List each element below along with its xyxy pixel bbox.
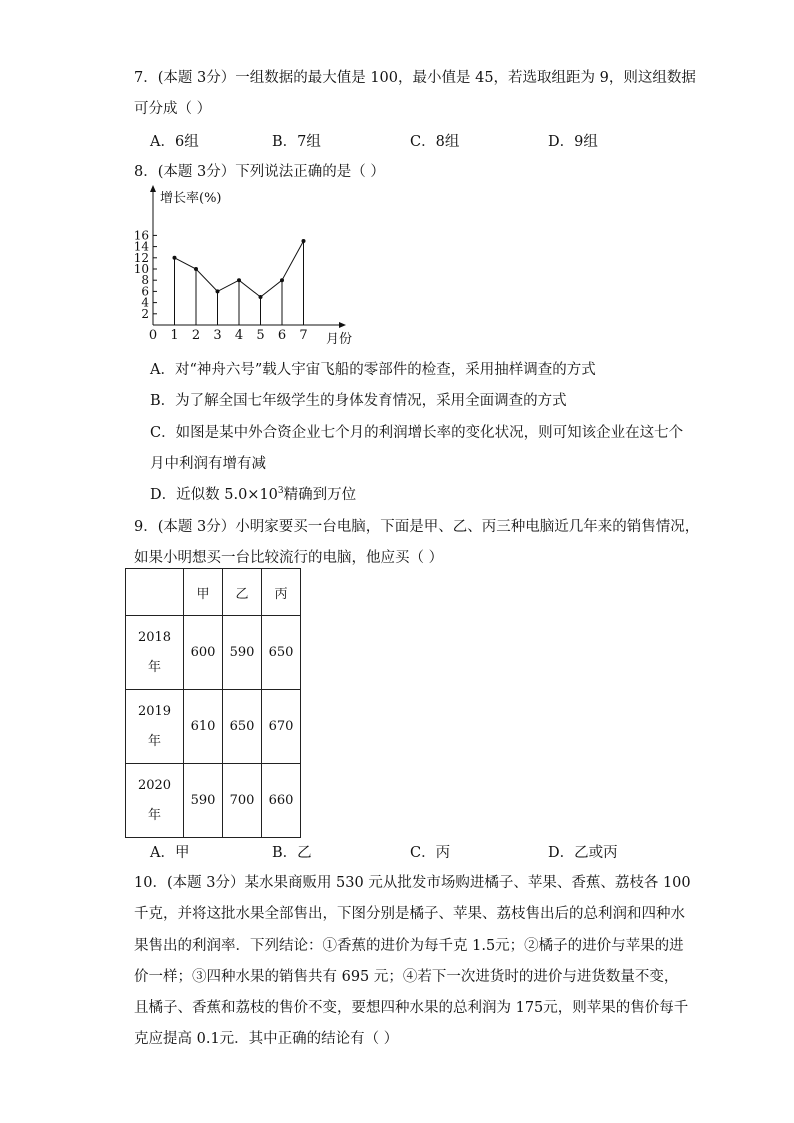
year-cell: [126, 690, 184, 764]
year-unit: 年: [147, 733, 161, 749]
q8-option-d-text: D．近似数 5.0×10: [150, 487, 278, 503]
value-cell: 660: [262, 764, 301, 838]
table-row: [126, 764, 301, 838]
x-tick-label: 3: [213, 328, 222, 343]
table-header-yi: 乙: [223, 569, 262, 616]
data-point: [259, 295, 263, 299]
q10-stem-line3: 果售出的利润率．下列结论：①香蕉的进价为每千克 1.5元；②橘子的进价与苹果的进: [134, 938, 684, 954]
q10-stem-line6: 克应提高 0.1元．其中正确的结论有（ ）: [134, 1031, 399, 1047]
year-unit: 年: [147, 659, 161, 675]
data-point: [302, 239, 306, 243]
x-tick-label: 7: [299, 328, 308, 343]
y-tick-label: 12: [133, 250, 149, 265]
y-tick-label: 16: [133, 228, 149, 243]
year-cell: [126, 616, 184, 690]
q9-option-b[interactable]: B．乙: [272, 845, 312, 861]
y-tick-label: 8: [141, 273, 149, 288]
year-number: 2018: [137, 629, 172, 645]
y-tick-label: 2: [141, 306, 149, 321]
x-axis-label: 月份: [326, 332, 353, 347]
q10-stem-line5: 且橘子、香蕉和荔枝的售价不变，要想四种水果的总利润为 175元，则苹果的售价每千: [134, 1000, 689, 1016]
q9-option-c[interactable]: C．丙: [410, 845, 451, 861]
data-point: [194, 267, 198, 271]
x-tick-label: 2: [191, 328, 201, 343]
q8-option-d-suffix: 精确到万位: [283, 487, 357, 503]
origin-label: 0: [148, 328, 158, 343]
table-corner-cell: [126, 569, 184, 616]
value-cell: 670: [262, 690, 301, 764]
value-cell: 590: [223, 616, 262, 690]
q10-stem-line1: 10．(本题 3分）某水果商贩用 530 元从批发市场购进橘子、苹果、香蕉、荔枝各 100: [134, 875, 691, 891]
year-number: 2020: [137, 777, 172, 793]
year-cell: [126, 764, 184, 838]
q7-option-d[interactable]: D．9组: [548, 134, 598, 150]
table-header-jia: 甲: [184, 569, 223, 616]
q8-option-c[interactable]: C．如图是某中外合资企业七个月的利润增长率的变化状况，则可知该企业在这七个: [150, 425, 684, 441]
y-tick-label: 14: [133, 239, 149, 254]
data-point: [173, 256, 177, 260]
growth-rate-chart: [133, 184, 353, 347]
q8-option-d[interactable]: [150, 483, 356, 504]
q9-stem-line1: 9．(本题 3分）小明家要买一台电脑，下面是甲、乙、丙三种电脑近几年来的销售情况，: [134, 519, 700, 535]
y-axis-label: 增长率(%): [160, 191, 222, 206]
data-point: [280, 278, 284, 282]
table-row: [126, 690, 301, 764]
q9-option-d[interactable]: D．乙或丙: [548, 845, 618, 861]
q8-option-c-cont: 月中利润有增有减: [150, 456, 266, 472]
value-cell: 600: [184, 616, 223, 690]
q10-stem-line2: 千克，并将这批水果全部售出，下图分别是橘子、苹果、荔枝售出后的总利润和四种水: [134, 906, 685, 922]
data-point: [216, 289, 220, 293]
value-cell: 610: [184, 690, 223, 764]
q8-option-b[interactable]: B．为了解全国七年级学生的身体发育情况，采用全面调查的方式: [150, 393, 567, 409]
x-axis-arrow: [339, 322, 346, 328]
x-tick-label: 1: [170, 328, 179, 343]
x-tick-label: 5: [256, 328, 265, 343]
q10-stem-line4: 价一样；③四种水果的销售共有 695 元；④若下一次进货时的进价与进货数量不变，: [134, 969, 679, 985]
table-row: [126, 616, 301, 690]
value-cell: 700: [223, 764, 262, 838]
sales-table: [125, 568, 301, 838]
q8-stem: 8．(本题 3分）下列说法正确的是（ ）: [134, 164, 385, 180]
y-tick-label: 4: [141, 295, 149, 310]
q7-option-c[interactable]: C．8组: [410, 134, 460, 150]
q9-stem-line2: 如果小明想买一台比较流行的电脑，他应买（ ）: [134, 550, 444, 566]
q7-stem-line1: 7．(本题 3分）一组数据的最大值是 100，最小值是 45，若选取组距为 9，则这组数据: [134, 70, 696, 86]
data-point: [237, 278, 241, 282]
q8-option-d-exponent: 3: [277, 486, 284, 497]
q9-option-a[interactable]: A．甲: [150, 845, 190, 861]
year-unit: 年: [147, 807, 161, 823]
value-cell: 650: [223, 690, 262, 764]
table-header-bing: 丙: [262, 569, 301, 616]
q7-option-b[interactable]: B．7组: [272, 134, 321, 150]
q7-option-a[interactable]: A．6组: [150, 134, 199, 150]
y-tick-label: 10: [133, 262, 149, 276]
q8-option-a[interactable]: A．对“神舟六号”载人宇宙飞船的零部件的检查，采用抽样调查的方式: [150, 362, 596, 378]
q7-stem-line2: 可分成（ ）: [134, 101, 212, 117]
x-tick-label: 6: [277, 328, 287, 343]
value-cell: 650: [262, 616, 301, 690]
y-tick-label: 6: [141, 284, 149, 299]
value-cell: 590: [184, 764, 223, 838]
year-number: 2019: [137, 703, 172, 719]
y-axis-arrow: [150, 185, 156, 192]
x-tick-label: 4: [234, 328, 244, 343]
table-header-row: [126, 569, 301, 616]
